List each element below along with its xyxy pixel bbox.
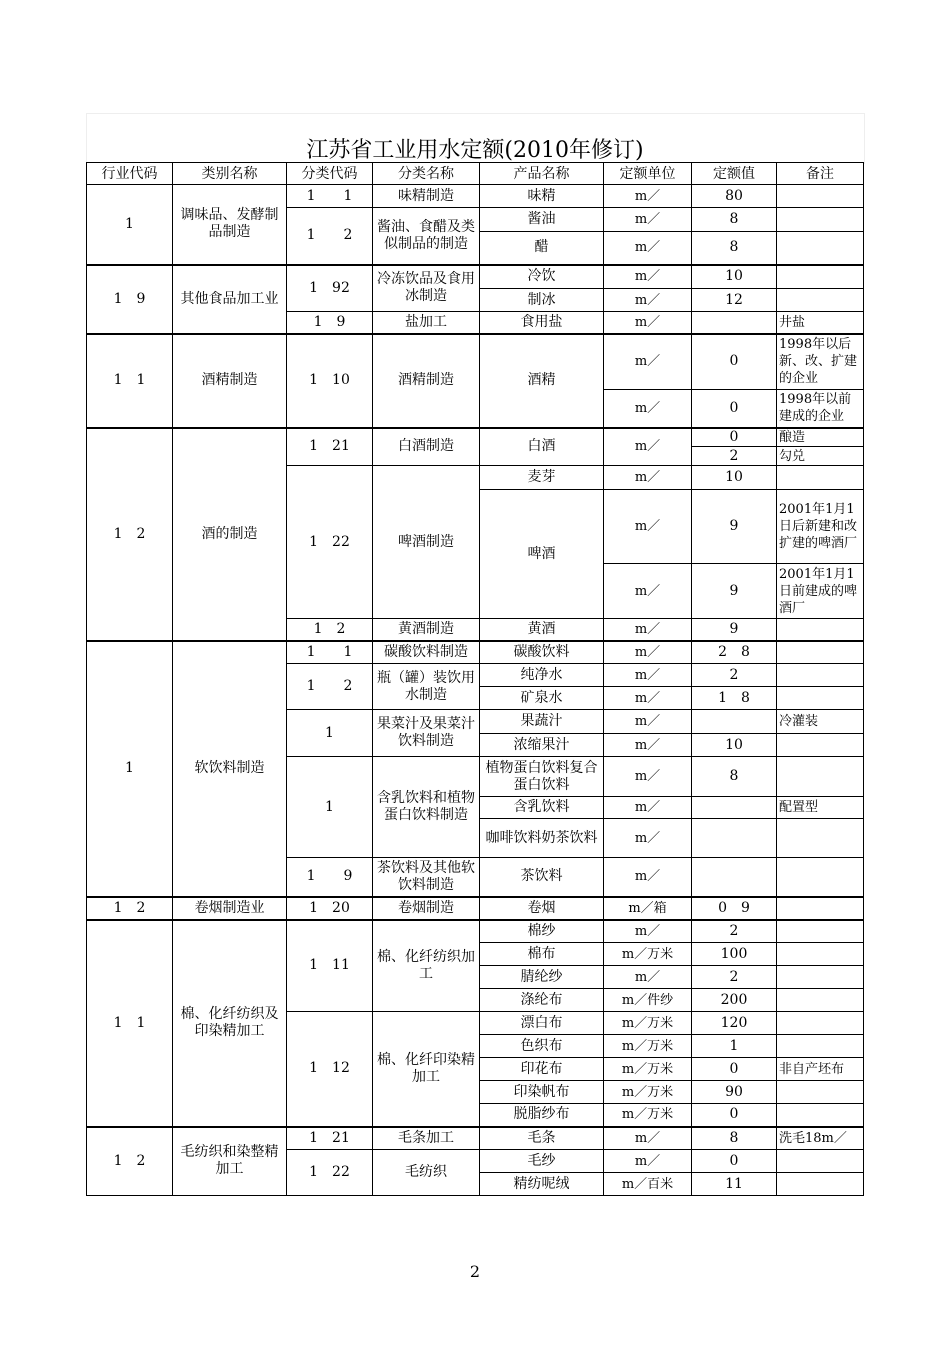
note-cell: 洗毛18m／ xyxy=(777,1127,864,1150)
value-cell: 2 xyxy=(692,920,777,943)
header-quota-value: 定额值 xyxy=(692,163,777,185)
subcategory-name-cell: 碳酸饮料制造 xyxy=(373,641,480,664)
subcategory-code-cell: 1 2 xyxy=(287,619,373,641)
note-cell xyxy=(777,289,864,312)
unit-cell: m／万米 xyxy=(604,1035,692,1058)
product-cell: 精纺呢绒 xyxy=(480,1173,604,1196)
value-cell: 2 8 xyxy=(692,641,777,664)
note-cell xyxy=(777,619,864,641)
note-cell xyxy=(777,1012,864,1035)
category-name-cell: 酒的制造 xyxy=(173,428,287,641)
product-cell: 麦芽 xyxy=(480,466,604,490)
subcategory-name-cell: 酒精制造 xyxy=(373,334,480,428)
unit-cell: m／ xyxy=(604,564,692,619)
product-cell: 棉纱 xyxy=(480,920,604,943)
value-cell: 200 xyxy=(692,989,777,1012)
subcategory-code-cell: 1 xyxy=(287,757,373,858)
value-cell: 8 xyxy=(692,1127,777,1150)
subcategory-code-cell: 1 22 xyxy=(287,466,373,619)
note-cell: 配置型 xyxy=(777,797,864,819)
industry-code-cell: 1 2 xyxy=(87,428,173,641)
unit-cell: m／箱 xyxy=(604,897,692,920)
product-cell: 卷烟 xyxy=(480,897,604,920)
page-title: 江苏省工业用水定额(2010年修订) xyxy=(306,138,644,163)
table-row xyxy=(87,334,864,390)
product-cell: 毛纱 xyxy=(480,1150,604,1173)
product-cell: 脱脂纱布 xyxy=(480,1104,604,1127)
product-cell: 咖啡饮料奶茶饮料 xyxy=(480,819,604,858)
value-cell: 11 xyxy=(692,1173,777,1196)
subcategory-code-cell: 1 21 xyxy=(287,1127,373,1150)
table-row xyxy=(87,185,864,208)
unit-cell: m／ xyxy=(604,710,692,734)
note-cell: 1998年以前建成的企业 xyxy=(777,390,864,428)
subcategory-code-cell: 1 2 xyxy=(287,664,373,710)
note-cell: 非自产坯布 xyxy=(777,1058,864,1081)
product-cell: 味精 xyxy=(480,185,604,208)
header-quota-unit: 定额单位 xyxy=(604,163,692,185)
value-cell: 120 xyxy=(692,1012,777,1035)
product-cell: 啤酒 xyxy=(480,490,604,619)
subcategory-code-cell: 1 1 xyxy=(287,185,373,208)
product-cell: 印染帆布 xyxy=(480,1081,604,1104)
subcategory-name-cell: 棉、化纤纺织加工 xyxy=(373,920,480,1012)
table-row xyxy=(87,897,864,920)
table-row xyxy=(87,265,864,289)
category-name-cell: 调味品、发酵制品制造 xyxy=(173,185,287,265)
product-cell: 酱油 xyxy=(480,208,604,232)
product-cell: 果蔬汁 xyxy=(480,710,604,734)
product-cell: 毛条 xyxy=(480,1127,604,1150)
unit-cell: m／万米 xyxy=(604,1012,692,1035)
value-cell xyxy=(692,710,777,734)
product-cell: 黄酒 xyxy=(480,619,604,641)
product-cell: 白酒 xyxy=(480,428,604,466)
industry-code-cell: 1 xyxy=(87,185,173,265)
product-cell: 色织布 xyxy=(480,1035,604,1058)
value-cell: 9 xyxy=(692,564,777,619)
value-cell: 10 xyxy=(692,466,777,490)
product-cell: 腈纶纱 xyxy=(480,966,604,989)
note-cell xyxy=(777,920,864,943)
note-cell: 井盐 xyxy=(777,312,864,334)
header-remarks: 备注 xyxy=(777,163,864,185)
unit-cell: m／ xyxy=(604,920,692,943)
subcategory-code-cell: 1 9 xyxy=(287,858,373,897)
note-cell: 酿造 xyxy=(777,428,864,447)
unit-cell: m／ xyxy=(604,664,692,687)
value-cell xyxy=(692,819,777,858)
value-cell: 90 xyxy=(692,1081,777,1104)
unit-cell: m／万米 xyxy=(604,1104,692,1127)
value-cell: 0 xyxy=(692,1150,777,1173)
value-cell: 12 xyxy=(692,289,777,312)
unit-cell: m／ xyxy=(604,966,692,989)
value-cell: 2 xyxy=(692,664,777,687)
note-cell xyxy=(777,943,864,966)
subcategory-name-cell: 毛条加工 xyxy=(373,1127,480,1150)
value-cell: 8 xyxy=(692,232,777,265)
unit-cell: m／ xyxy=(604,819,692,858)
value-cell: 8 xyxy=(692,208,777,232)
unit-cell: m／ xyxy=(604,208,692,232)
value-cell: 9 xyxy=(692,619,777,641)
table-row xyxy=(87,428,864,447)
product-cell: 酒精 xyxy=(480,334,604,428)
unit-cell: m／ xyxy=(604,734,692,757)
unit-cell: m／件纱 xyxy=(604,989,692,1012)
category-name-cell: 软饮料制造 xyxy=(173,641,287,897)
industry-code-cell: 1 2 xyxy=(87,897,173,920)
note-cell xyxy=(777,1035,864,1058)
unit-cell: m／百米 xyxy=(604,1173,692,1196)
product-cell: 涤纶布 xyxy=(480,989,604,1012)
unit-cell: m／ xyxy=(604,289,692,312)
unit-cell: m／ xyxy=(604,428,692,466)
page-number: 2 xyxy=(469,1262,481,1281)
value-cell xyxy=(692,797,777,819)
value-cell: 2 xyxy=(692,447,777,466)
category-name-cell: 其他食品加工业 xyxy=(173,265,287,334)
subcategory-name-cell: 棉、化纤印染精加工 xyxy=(373,1012,480,1127)
value-cell: 0 xyxy=(692,428,777,447)
subcategory-name-cell: 茶饮料及其他软饮料制造 xyxy=(373,858,480,897)
product-cell: 棉布 xyxy=(480,943,604,966)
table-row xyxy=(87,920,864,943)
product-cell: 漂白布 xyxy=(480,1012,604,1035)
note-cell xyxy=(777,466,864,490)
value-cell: 80 xyxy=(692,185,777,208)
value-cell: 10 xyxy=(692,734,777,757)
value-cell: 0 xyxy=(692,1104,777,1127)
product-cell: 醋 xyxy=(480,232,604,265)
value-cell: 100 xyxy=(692,943,777,966)
unit-cell: m／ xyxy=(604,687,692,710)
product-cell: 印花布 xyxy=(480,1058,604,1081)
product-cell: 碳酸饮料 xyxy=(480,641,604,664)
note-cell xyxy=(777,185,864,208)
subcategory-name-cell: 冷冻饮品及食用冰制造 xyxy=(373,265,480,312)
header-subcategory-code: 分类代码 xyxy=(287,163,373,185)
header-industry-code: 行业代码 xyxy=(87,163,173,185)
industry-code-cell: 1 1 xyxy=(87,920,173,1127)
industry-code-cell: 1 9 xyxy=(87,265,173,334)
value-cell: 9 xyxy=(692,490,777,564)
note-cell: 2001年1月1日前建成的啤酒厂 xyxy=(777,564,864,619)
note-cell: 2001年1月1日后新建和改扩建的啤酒厂 xyxy=(777,490,864,564)
unit-cell: m／万米 xyxy=(604,1081,692,1104)
table-row xyxy=(87,1127,864,1150)
value-cell: 1 8 xyxy=(692,687,777,710)
note-cell xyxy=(777,687,864,710)
subcategory-code-cell: 1 92 xyxy=(287,265,373,312)
value-cell: 0 9 xyxy=(692,897,777,920)
value-cell xyxy=(692,312,777,334)
category-name-cell: 卷烟制造业 xyxy=(173,897,287,920)
value-cell: 1 xyxy=(692,1035,777,1058)
header-row xyxy=(87,163,864,185)
unit-cell: m／ xyxy=(604,1150,692,1173)
category-name-cell: 棉、化纤纺织及印染精加工 xyxy=(173,920,287,1127)
note-cell: 勾兑 xyxy=(777,447,864,466)
value-cell: 2 xyxy=(692,966,777,989)
product-cell: 含乳饮料 xyxy=(480,797,604,819)
note-cell xyxy=(777,858,864,897)
note-cell xyxy=(777,989,864,1012)
category-name-cell: 酒精制造 xyxy=(173,334,287,428)
unit-cell: m／ xyxy=(604,619,692,641)
subcategory-name-cell: 卷烟制造 xyxy=(373,897,480,920)
subcategory-code-cell: 1 22 xyxy=(287,1150,373,1196)
value-cell: 0 xyxy=(692,334,777,390)
product-cell: 食用盐 xyxy=(480,312,604,334)
table-row xyxy=(87,641,864,664)
note-cell: 冷灌装 xyxy=(777,710,864,734)
unit-cell: m／ xyxy=(604,265,692,289)
note-cell xyxy=(777,232,864,265)
industry-code-cell: 1 2 xyxy=(87,1127,173,1196)
industry-code-cell: 1 xyxy=(87,641,173,897)
unit-cell: m／ xyxy=(604,858,692,897)
note-cell xyxy=(777,1173,864,1196)
water-quota-table xyxy=(86,162,864,1196)
subcategory-name-cell: 盐加工 xyxy=(373,312,480,334)
header-product-name: 产品名称 xyxy=(480,163,604,185)
unit-cell: m／ xyxy=(604,334,692,390)
subcategory-name-cell: 酱油、食醋及类似制品的制造 xyxy=(373,208,480,265)
note-cell xyxy=(777,757,864,797)
unit-cell: m／万米 xyxy=(604,943,692,966)
subcategory-code-cell: 1 2 xyxy=(287,208,373,265)
unit-cell: m／ xyxy=(604,312,692,334)
industry-code-cell: 1 1 xyxy=(87,334,173,428)
product-cell: 纯净水 xyxy=(480,664,604,687)
note-cell xyxy=(777,897,864,920)
category-name-cell: 毛纺织和染整精加工 xyxy=(173,1127,287,1196)
subcategory-name-cell: 含乳饮料和植物蛋白饮料制造 xyxy=(373,757,480,858)
note-cell xyxy=(777,1104,864,1127)
unit-cell: m／ xyxy=(604,797,692,819)
note-cell xyxy=(777,664,864,687)
subcategory-name-cell: 毛纺织 xyxy=(373,1150,480,1196)
note-cell xyxy=(777,819,864,858)
unit-cell: m／ xyxy=(604,490,692,564)
value-cell: 0 xyxy=(692,390,777,428)
subcategory-code-cell: 1 12 xyxy=(287,1012,373,1127)
subcategory-code-cell: 1 1 xyxy=(287,641,373,664)
subcategory-code-cell: 1 9 xyxy=(287,312,373,334)
product-cell: 制冰 xyxy=(480,289,604,312)
note-cell xyxy=(777,1081,864,1104)
note-cell xyxy=(777,1150,864,1173)
header-category-name: 类别名称 xyxy=(173,163,287,185)
subcategory-code-cell: 1 10 xyxy=(287,334,373,428)
value-cell xyxy=(692,858,777,897)
product-cell: 浓缩果汁 xyxy=(480,734,604,757)
unit-cell: m／ xyxy=(604,466,692,490)
unit-cell: m／ xyxy=(604,232,692,265)
subcategory-name-cell: 果菜汁及果菜汁饮料制造 xyxy=(373,710,480,757)
product-cell: 植物蛋白饮料复合蛋白饮料 xyxy=(480,757,604,797)
note-cell xyxy=(777,966,864,989)
subcategory-name-cell: 啤酒制造 xyxy=(373,466,480,619)
subcategory-name-cell: 黄酒制造 xyxy=(373,619,480,641)
unit-cell: m／万米 xyxy=(604,1058,692,1081)
subcategory-code-cell: 1 21 xyxy=(287,428,373,466)
subcategory-code-cell: 1 20 xyxy=(287,897,373,920)
subcategory-name-cell: 味精制造 xyxy=(373,185,480,208)
subcategory-name-cell: 瓶（罐）装饮用水制造 xyxy=(373,664,480,710)
unit-cell: m／ xyxy=(604,641,692,664)
product-cell: 茶饮料 xyxy=(480,858,604,897)
subcategory-code-cell: 1 11 xyxy=(287,920,373,1012)
unit-cell: m／ xyxy=(604,1127,692,1150)
product-cell: 冷饮 xyxy=(480,265,604,289)
subcategory-code-cell: 1 xyxy=(287,710,373,757)
note-cell: 1998年以后新、改、扩建的企业 xyxy=(777,334,864,390)
note-cell xyxy=(777,265,864,289)
value-cell: 8 xyxy=(692,757,777,797)
note-cell xyxy=(777,641,864,664)
product-cell: 矿泉水 xyxy=(480,687,604,710)
note-cell xyxy=(777,734,864,757)
note-cell xyxy=(777,208,864,232)
value-cell: 0 xyxy=(692,1058,777,1081)
header-subcategory-name: 分类名称 xyxy=(373,163,480,185)
subcategory-name-cell: 白酒制造 xyxy=(373,428,480,466)
unit-cell: m／ xyxy=(604,757,692,797)
unit-cell: m／ xyxy=(604,185,692,208)
value-cell: 10 xyxy=(692,265,777,289)
unit-cell: m／ xyxy=(604,390,692,428)
